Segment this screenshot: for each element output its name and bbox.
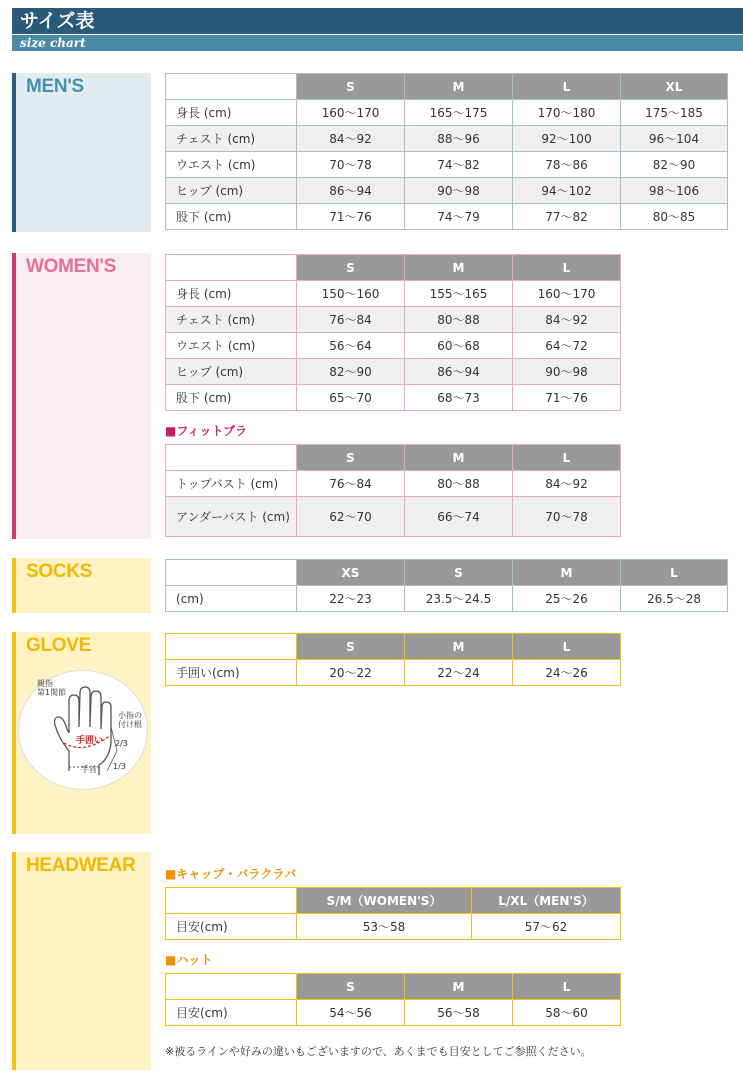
row-label: チェスト (cm) <box>166 307 297 333</box>
row-label: アンダーバスト (cm) <box>166 497 297 537</box>
size-value-cell: 66～74 <box>405 497 513 537</box>
wrist-label: 手首 <box>81 765 97 774</box>
glove-section-title: GLOVE <box>26 635 92 656</box>
table-row <box>166 1000 621 1026</box>
size-header-cell: S <box>297 445 405 471</box>
header-blank-cell <box>166 74 297 100</box>
size-header-cell: M <box>513 560 621 586</box>
size-value-cell: 53～58 <box>297 914 472 940</box>
size-value-cell: 78～86 <box>513 152 621 178</box>
size-value-cell: 65～70 <box>297 385 405 411</box>
size-header-cell: L <box>513 634 621 660</box>
size-header-cell: M <box>405 255 513 281</box>
table-row <box>166 586 728 612</box>
size-value-cell: 80～88 <box>405 471 513 497</box>
row-label: 手囲い(cm) <box>166 660 297 686</box>
size-header-row <box>166 445 621 471</box>
header-blank-cell <box>166 974 297 1000</box>
row-label: 股下 (cm) <box>166 204 297 230</box>
size-header-cell: M <box>405 974 513 1000</box>
size-value-cell: 62～70 <box>297 497 405 537</box>
size-value-cell: 56～64 <box>297 333 405 359</box>
size-value-cell: 80～88 <box>405 307 513 333</box>
fitbra-heading: ■フィットブラ <box>165 424 248 438</box>
table-row <box>166 152 728 178</box>
size-value-cell: 22～24 <box>405 660 513 686</box>
size-header-row <box>166 974 621 1000</box>
size-value-cell: 60～68 <box>405 333 513 359</box>
table-row <box>166 281 621 307</box>
size-header-cell: L <box>621 560 728 586</box>
thumb-joint-label: 親指 第1関節 <box>37 679 67 697</box>
size-header-cell: S <box>405 560 513 586</box>
size-value-cell: 54～56 <box>297 1000 405 1026</box>
table-row <box>166 100 728 126</box>
size-value-cell: 20～22 <box>297 660 405 686</box>
size-value-cell: 90～98 <box>405 178 513 204</box>
glove-measure-diagram <box>18 670 148 790</box>
size-value-cell: 70～78 <box>297 152 405 178</box>
row-label: 身長 (cm) <box>166 100 297 126</box>
footnote: ※被るラインや好みの違いもございますので、あくまでも目安としてご参照ください。 <box>165 1045 592 1058</box>
size-header-cell: L <box>513 974 621 1000</box>
size-value-cell: 58～60 <box>513 1000 621 1026</box>
size-value-cell: 84～92 <box>513 471 621 497</box>
row-label: トップバスト (cm) <box>166 471 297 497</box>
table-row <box>166 385 621 411</box>
size-header-cell: XS <box>297 560 405 586</box>
womens-section-panel <box>12 253 151 539</box>
pinky-base-label: 小指の 付け根 <box>118 711 142 729</box>
size-value-cell: 94～102 <box>513 178 621 204</box>
row-label: 目安(cm) <box>166 914 297 940</box>
size-header-row <box>166 74 728 100</box>
size-value-cell: 71～76 <box>297 204 405 230</box>
headwear-section-title: HEADWEAR <box>26 855 136 876</box>
size-value-cell: 56～58 <box>405 1000 513 1026</box>
header-blank-cell <box>166 445 297 471</box>
size-value-cell: 77～82 <box>513 204 621 230</box>
size-value-cell: 82～90 <box>621 152 728 178</box>
size-header-cell: M <box>405 445 513 471</box>
size-header-cell: S <box>297 634 405 660</box>
size-value-cell: 98～106 <box>621 178 728 204</box>
table-row <box>166 497 621 537</box>
table-row <box>166 178 728 204</box>
size-value-cell: 82～90 <box>297 359 405 385</box>
page-header <box>12 8 743 52</box>
two-thirds-label: 2/3 <box>115 739 128 748</box>
row-label: チェスト (cm) <box>166 126 297 152</box>
row-label: (cm) <box>166 586 297 612</box>
size-value-cell: 84～92 <box>297 126 405 152</box>
size-value-cell: 155～165 <box>405 281 513 307</box>
size-value-cell: 25～26 <box>513 586 621 612</box>
size-header-row <box>166 888 621 914</box>
hat-size-table <box>165 973 621 1026</box>
size-header-cell: L <box>513 74 621 100</box>
cap-size-table <box>165 887 621 940</box>
size-header-cell: XL <box>621 74 728 100</box>
table-row <box>166 660 621 686</box>
header-blank-cell <box>166 255 297 281</box>
table-row <box>166 359 621 385</box>
size-header-cell: M <box>405 634 513 660</box>
socks-size-table <box>165 559 728 612</box>
size-header-cell: S <box>297 74 405 100</box>
page-subtitle: size chart <box>12 35 743 51</box>
size-value-cell: 76～84 <box>297 307 405 333</box>
row-label: 目安(cm) <box>166 1000 297 1026</box>
size-header-cell: L <box>513 445 621 471</box>
size-value-cell: 24～26 <box>513 660 621 686</box>
row-label: ヒップ (cm) <box>166 359 297 385</box>
size-value-cell: 170～180 <box>513 100 621 126</box>
size-header-cell: S <box>297 255 405 281</box>
size-value-cell: 175～185 <box>621 100 728 126</box>
table-row <box>166 333 621 359</box>
row-label: ヒップ (cm) <box>166 178 297 204</box>
size-value-cell: 160～170 <box>513 281 621 307</box>
size-value-cell: 74～82 <box>405 152 513 178</box>
row-label: 身長 (cm) <box>166 281 297 307</box>
socks-section-panel <box>12 558 151 613</box>
size-value-cell: 23.5～24.5 <box>405 586 513 612</box>
womens-size-table <box>165 254 621 411</box>
size-value-cell: 74～79 <box>405 204 513 230</box>
size-header-cell: L/XL（MEN'S） <box>472 888 621 914</box>
socks-section-title: SOCKS <box>26 561 93 582</box>
size-value-cell: 160～170 <box>297 100 405 126</box>
size-value-cell: 80～85 <box>621 204 728 230</box>
size-value-cell: 84～92 <box>513 307 621 333</box>
headwear-section-panel <box>12 852 151 1070</box>
size-header-cell: L <box>513 255 621 281</box>
size-value-cell: 150～160 <box>297 281 405 307</box>
mens-section-title: MEN'S <box>26 76 84 97</box>
size-value-cell: 76～84 <box>297 471 405 497</box>
mens-section-panel <box>12 73 151 232</box>
hat-heading: ■ハット <box>165 953 213 967</box>
header-blank-cell <box>166 634 297 660</box>
size-header-row <box>166 634 621 660</box>
size-header-cell: S <box>297 974 405 1000</box>
size-value-cell: 92～100 <box>513 126 621 152</box>
size-value-cell: 86～94 <box>297 178 405 204</box>
size-header-row <box>166 255 621 281</box>
page-title: サイズ表 <box>12 8 743 34</box>
size-value-cell: 64～72 <box>513 333 621 359</box>
womens-section-title: WOMEN'S <box>26 256 117 277</box>
mens-size-table <box>165 73 728 230</box>
size-value-cell: 71～76 <box>513 385 621 411</box>
size-value-cell: 26.5～28 <box>621 586 728 612</box>
size-value-cell: 68～73 <box>405 385 513 411</box>
size-header-row <box>166 560 728 586</box>
one-third-label: 1/3 <box>113 762 126 771</box>
row-label: ウエスト (cm) <box>166 152 297 178</box>
header-blank-cell <box>166 888 297 914</box>
size-value-cell: 57～62 <box>472 914 621 940</box>
header-blank-cell <box>166 560 297 586</box>
size-value-cell: 88～96 <box>405 126 513 152</box>
fitbra-size-table <box>165 444 621 537</box>
size-value-cell: 165～175 <box>405 100 513 126</box>
size-value-cell: 96～104 <box>621 126 728 152</box>
size-header-cell: M <box>405 74 513 100</box>
row-label: ウエスト (cm) <box>166 333 297 359</box>
table-row <box>166 471 621 497</box>
size-value-cell: 90～98 <box>513 359 621 385</box>
table-row <box>166 126 728 152</box>
cap-heading: ■キャップ・バラクラバ <box>165 867 297 881</box>
table-row <box>166 914 621 940</box>
table-row <box>166 204 728 230</box>
size-value-cell: 22～23 <box>297 586 405 612</box>
row-label: 股下 (cm) <box>166 385 297 411</box>
size-value-cell: 70～78 <box>513 497 621 537</box>
glove-size-table <box>165 633 621 686</box>
hand-girth-label: 手囲い <box>76 736 104 746</box>
size-header-cell: S/M（WOMEN'S） <box>297 888 472 914</box>
size-value-cell: 86～94 <box>405 359 513 385</box>
table-row <box>166 307 621 333</box>
